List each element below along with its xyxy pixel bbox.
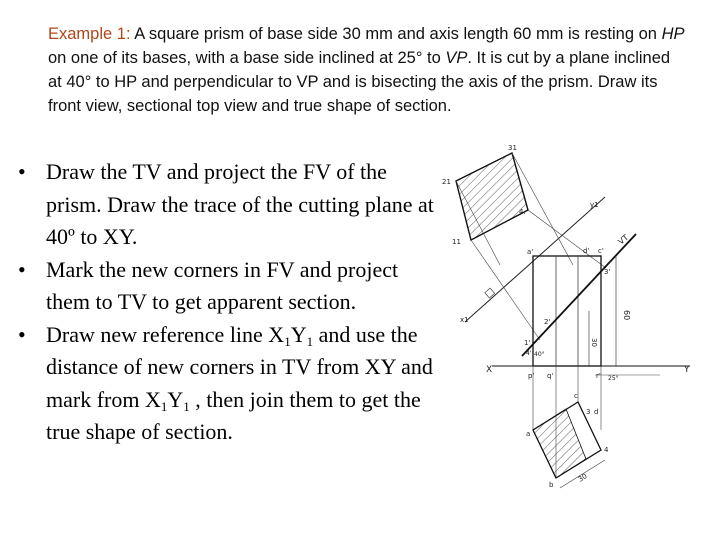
label-ang25: 25° [608, 375, 619, 382]
subscript: 1 [160, 398, 168, 414]
label-fv-r: r' [596, 372, 601, 380]
label-fv-c: c' [598, 247, 604, 255]
label-c4: 11 [452, 238, 461, 246]
label-c2: 21 [442, 178, 451, 186]
example-text-3: . It is cut by a plane inclined at 40° to HP and perpendicular to VP and is bisecting the axis of the prism. Draw its front view, sectional top view and true shape of section. [48, 49, 671, 115]
label-dim30: 30 [576, 472, 589, 484]
label-vt: VT [616, 232, 631, 247]
example-vp: VP [445, 49, 468, 67]
front-view-prism [533, 256, 601, 366]
example-text-2: on one of its bases, with a base side inclined at 25° to [48, 49, 446, 67]
projection-drawing [425, 140, 715, 535]
example-label: Example 1: [48, 25, 131, 43]
true-shape-section [456, 153, 528, 240]
bullet: • [18, 256, 26, 282]
step-text-b: Y [290, 321, 307, 347]
example-hp: HP [661, 25, 685, 43]
label-y: Y [684, 365, 690, 375]
subscript: 1 [284, 333, 291, 349]
label-dim60: 60 [622, 310, 631, 321]
label-fv-1: 1' [524, 339, 531, 347]
projector [528, 210, 606, 268]
example-statement [48, 22, 688, 118]
label-dim30v: 30 [590, 338, 598, 347]
step-text-e: , then join them to get the true shape of section. [46, 386, 421, 444]
subscript: 1 [306, 333, 314, 349]
step-text-c: and use the distance of new corners in TV from XY and mark from X [46, 321, 433, 412]
label-tv-c: c [574, 392, 578, 400]
label-fv-q: q' [547, 372, 554, 380]
label-fv-2: 2' [544, 318, 551, 326]
label-fv-a: a' [527, 248, 534, 256]
label-tv-b: b [549, 481, 554, 489]
step-text: Mark the new corners in FV and project them to TV to get apparent section. [46, 256, 399, 314]
step-text-a: Draw new reference line X [46, 321, 285, 347]
label-x1: x1 [460, 316, 469, 324]
label-tv-3: 3 [586, 408, 591, 416]
label-c1: 31 [508, 144, 517, 152]
step-text: Draw the TV and project the FV of the prism. Draw the trace of the cutting plane at 40º to XY. [46, 159, 434, 249]
label-fv-d: d' [583, 247, 590, 255]
step-item [18, 156, 438, 254]
label-ang40: 40° [534, 351, 545, 358]
bullet: • [18, 321, 26, 347]
step-text-d: Y [167, 386, 184, 412]
bullet: • [18, 159, 26, 184]
label-tv-a: a [526, 430, 531, 438]
apparent-section [533, 409, 586, 478]
subscript: 1 [183, 398, 190, 414]
label-y1: y1 [590, 201, 599, 209]
label-c3: 4. [519, 208, 526, 216]
example-text-1: A square prism of base side 30 mm and axis length 60 mm is resting on [130, 25, 662, 43]
label-fv-3: 3' [604, 268, 611, 276]
label-fv-4: 4' [526, 350, 532, 357]
label-fv-p: p' [528, 372, 535, 380]
step-item [18, 254, 438, 319]
step-item [18, 319, 438, 449]
label-tv-4: 4 [604, 446, 609, 454]
cutting-plane-vt [522, 234, 636, 356]
label-x: X [486, 365, 493, 375]
label-tv-d: d [594, 408, 599, 416]
steps-list [18, 156, 438, 449]
